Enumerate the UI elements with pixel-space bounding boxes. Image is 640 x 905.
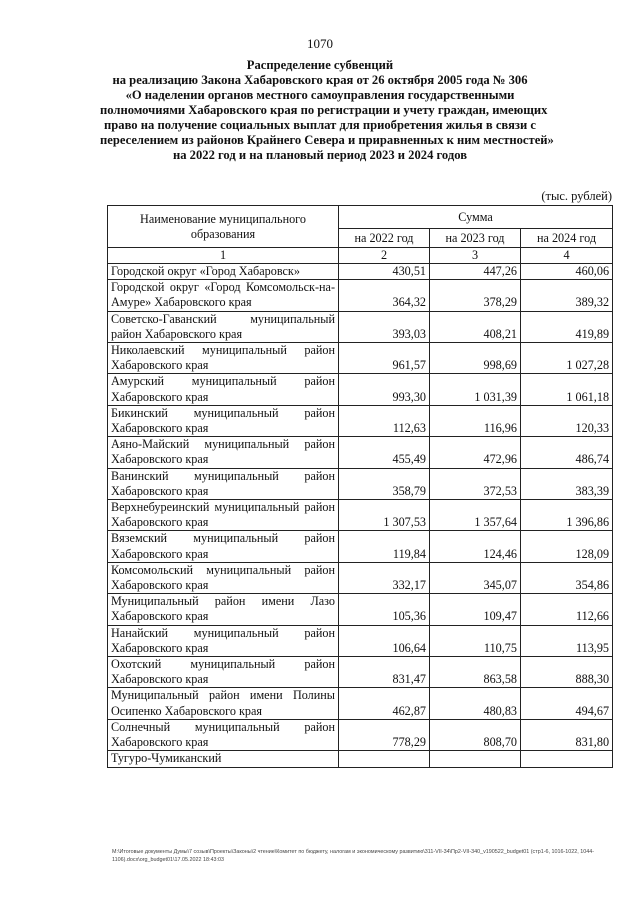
title-line: Распределение субвенций [246, 58, 394, 72]
municipality-name: Верхнебуреинский муниципальный район Хабаровского края [108, 500, 339, 531]
municipality-name: Советско-Гаванский муниципальный район Хабаровского края [108, 311, 339, 342]
table-body [108, 264, 613, 768]
table-row [108, 405, 613, 436]
municipality-name: Муниципальный район имени Полины Осипенко Хабаровского края [108, 688, 339, 719]
table-row [108, 657, 613, 688]
value-2022: 358,79 [339, 468, 430, 499]
page-number: 1070 [307, 36, 333, 51]
table-row [108, 688, 613, 719]
header-year-2023: на 2023 год [430, 229, 521, 248]
municipality-name: Комсомольский муниципальный район Хабаровского края [108, 562, 339, 593]
value-2024: 494,67 [521, 688, 613, 719]
municipality-name: Амурский муниципальный район Хабаровского края [108, 374, 339, 405]
table-row [108, 280, 613, 311]
value-2023: 480,83 [430, 688, 521, 719]
value-2023: 447,26 [430, 264, 521, 280]
table-row [108, 562, 613, 593]
title-line: на 2022 год и на плановый период 2023 и 2024 годов [172, 148, 468, 162]
municipality-name: Ванинский муниципальный район Хабаровского края [108, 468, 339, 499]
value-2022: 112,63 [339, 405, 430, 436]
column-number: 3 [430, 248, 521, 264]
value-2023: 345,07 [430, 562, 521, 593]
value-2024: 354,86 [521, 562, 613, 593]
value-2023: 1 031,39 [430, 374, 521, 405]
value-2024: 831,80 [521, 719, 613, 750]
municipality-name: Муниципальный район имени Лазо Хабаровского края [108, 594, 339, 625]
value-2024: 888,30 [521, 657, 613, 688]
column-number: 4 [521, 248, 613, 264]
value-2024: 112,66 [521, 594, 613, 625]
municipality-name: Нанайский муниципальный район Хабаровского края [108, 625, 339, 656]
value-2024: 1 396,86 [521, 500, 613, 531]
value-2022 [339, 751, 430, 767]
value-2022: 119,84 [339, 531, 430, 562]
header-sum: Сумма [339, 206, 613, 229]
municipality-name: Тугуро-Чумиканский [108, 751, 339, 767]
municipality-name: Бикинский муниципальный район Хабаровского края [108, 405, 339, 436]
table-row [108, 719, 613, 750]
value-2022: 105,36 [339, 594, 430, 625]
column-number: 1 [108, 248, 339, 264]
file-path-footer: M:\Итоговые документы Думы\7 созыв\Проекты\Законы\2 чтение\Комитет по бюджету, налогам и экономическому развитию\311-VII-34\Пр2-VII-340_v190522_budget01 (стр1-6, 1016-1022, 1044-1106).docx\org_budget01\17.05.2022 18:43:03 [112, 849, 595, 863]
value-2024: 389,32 [521, 280, 613, 311]
value-2024: 120,33 [521, 405, 613, 436]
value-2023: 124,46 [430, 531, 521, 562]
value-2023: 1 357,64 [430, 500, 521, 531]
table-row [108, 531, 613, 562]
value-2023: 408,21 [430, 311, 521, 342]
value-2024: 383,39 [521, 468, 613, 499]
table-row [108, 374, 613, 405]
value-2023: 110,75 [430, 625, 521, 656]
municipality-name: Городской округ «Город Хабаровск» [108, 264, 339, 280]
value-2023: 998,69 [430, 343, 521, 374]
title-line: право на получение социальных выплат для приобретения жилья в связи с [104, 118, 536, 132]
value-2023: 808,70 [430, 719, 521, 750]
value-2022: 1 307,53 [339, 500, 430, 531]
value-2022: 364,32 [339, 280, 430, 311]
value-2022: 332,17 [339, 562, 430, 593]
value-2024: 419,89 [521, 311, 613, 342]
header-year-2024: на 2024 год [521, 229, 613, 248]
municipality-name: Солнечный муниципальный район Хабаровского края [108, 719, 339, 750]
title-line: «О наделении органов местного самоуправления государственными [125, 88, 515, 102]
municipality-name: Аяно-Майский муниципальный район Хабаровского края [108, 437, 339, 468]
table-row [108, 751, 613, 767]
value-2022: 430,51 [339, 264, 430, 280]
title-line: на реализацию Закона Хабаровского края от 26 октября 2005 года № 306 [112, 73, 528, 87]
value-2022: 993,30 [339, 374, 430, 405]
value-2022: 462,87 [339, 688, 430, 719]
municipality-name: Городской округ «Город Комсомольск-на-Амуре» Хабаровского края [108, 280, 339, 311]
value-2024 [521, 751, 613, 767]
table-row [108, 625, 613, 656]
value-2024: 486,74 [521, 437, 613, 468]
value-2024: 460,06 [521, 264, 613, 280]
table-row [108, 500, 613, 531]
table-row [108, 437, 613, 468]
municipality-name: Вяземский муниципальный район Хабаровского края [108, 531, 339, 562]
municipality-name: Охотский муниципальный район Хабаровского края [108, 657, 339, 688]
value-2022: 961,57 [339, 343, 430, 374]
title-line: переселением из районов Крайнего Севера и приравненных к ним местностей» [100, 133, 554, 147]
value-2022: 778,29 [339, 719, 430, 750]
value-2023: 109,47 [430, 594, 521, 625]
table-row [108, 468, 613, 499]
value-2023: 472,96 [430, 437, 521, 468]
value-2023: 116,96 [430, 405, 521, 436]
value-2022: 393,03 [339, 311, 430, 342]
table-row [108, 343, 613, 374]
value-2024: 1 061,18 [521, 374, 613, 405]
header-year-2022: на 2022 год [339, 229, 430, 248]
value-2022: 106,64 [339, 625, 430, 656]
value-2023: 372,53 [430, 468, 521, 499]
table-row [108, 594, 613, 625]
value-2022: 831,47 [339, 657, 430, 688]
value-2023: 863,58 [430, 657, 521, 688]
column-number: 2 [339, 248, 430, 264]
header-name: Наименование муниципального образования [108, 206, 339, 248]
value-2023: 378,29 [430, 280, 521, 311]
title-line: полномочиями Хабаровского края по регистрации и учету граждан, имеющих [100, 103, 548, 117]
value-2023 [430, 751, 521, 767]
value-2024: 1 027,28 [521, 343, 613, 374]
value-2022: 455,49 [339, 437, 430, 468]
subsidy-table [107, 205, 613, 768]
table-row [108, 311, 613, 342]
value-2024: 113,95 [521, 625, 613, 656]
table-row [108, 264, 613, 280]
value-2024: 128,09 [521, 531, 613, 562]
municipality-name: Николаевский муниципальный район Хабаровского края [108, 343, 339, 374]
document-title [100, 58, 554, 163]
units-label: (тыс. рублей) [541, 189, 612, 203]
